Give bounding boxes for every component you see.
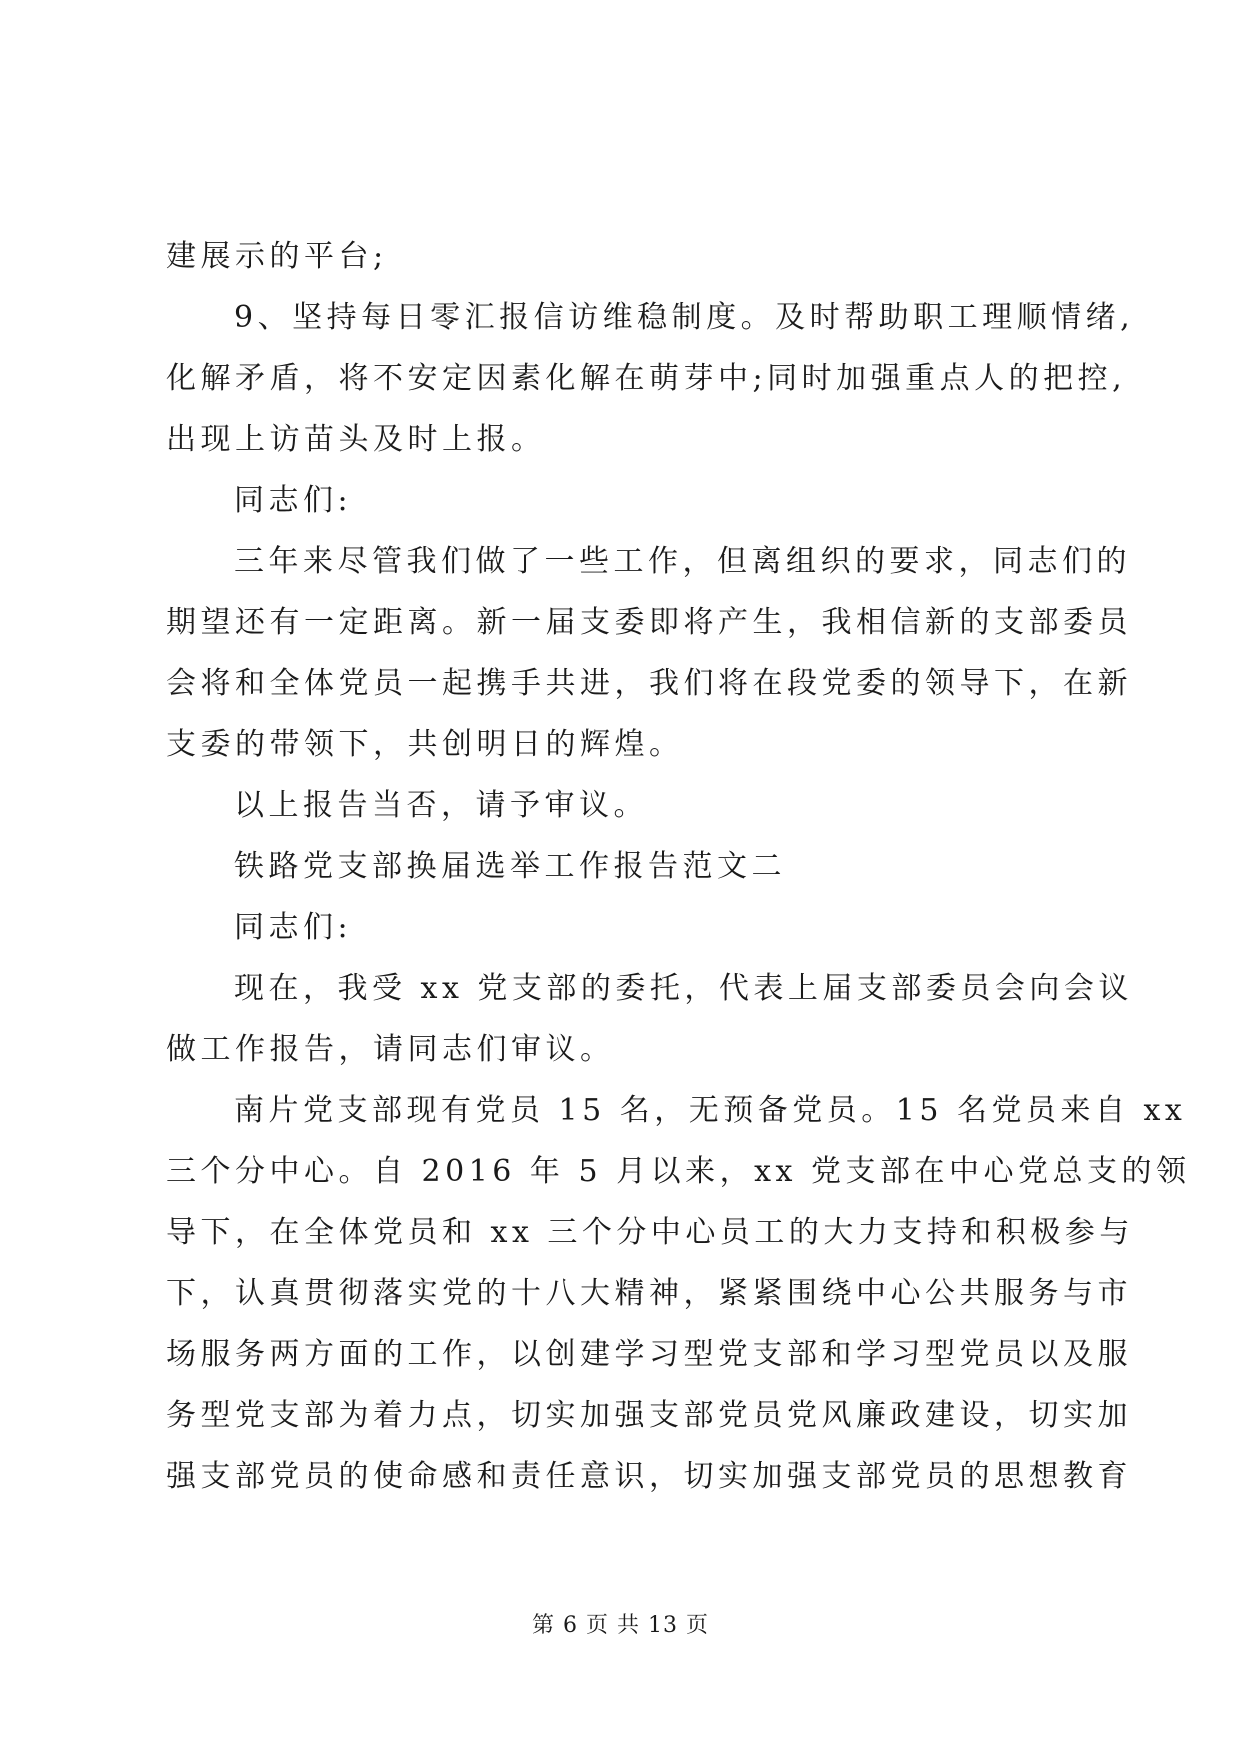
paragraph: [166, 226, 1086, 287]
text-line: 以上报告当否，请予审议。: [234, 788, 648, 823]
text-line: 同志们:: [234, 483, 353, 518]
text-line: 铁路党支部换届选举工作报告范文二: [234, 849, 786, 884]
text-line: 南片党支部现有党员 15 名，无预备党员。15 名党员来自 xx: [234, 1093, 1187, 1128]
text-line: 支委的带领下，共创明日的辉煌。: [166, 727, 684, 762]
text-line: 出现上访苗头及时上报。: [166, 422, 546, 457]
text-line: 下，认真贯彻落实党的十八大精神，紧紧围绕中心公共服务与市: [166, 1276, 1132, 1311]
text-line: 期望还有一定距离。新一届支委即将产生，我相信新的支部委员: [166, 605, 1132, 640]
section-title: [166, 836, 1086, 897]
text-line: 做工作报告，请同志们审议。: [166, 1032, 615, 1067]
text-line: 会将和全体党员一起携手共进，我们将在段党委的领导下，在新: [166, 666, 1132, 701]
paragraph: [166, 897, 1086, 958]
text-line: 同志们:: [234, 910, 353, 945]
document-body: [166, 226, 1191, 1507]
paragraph: [166, 470, 1086, 531]
text-line: 现在，我受 xx 党支部的委托，代表上届支部委员会向会议: [234, 971, 1133, 1006]
text-line: 三个分中心。自 2016 年 5 月以来，xx 党支部在中心党总支的领: [166, 1154, 1191, 1189]
text-line: 务型党支部为着力点，切实加强支部党员党风廉政建设，切实加: [166, 1398, 1132, 1433]
page-number-footer: 第 6 页 共 13 页: [532, 1613, 709, 1638]
paragraph: [166, 775, 1086, 836]
text-line: 导下，在全体党员和 xx 三个分中心员工的大力支持和积极参与: [166, 1215, 1134, 1250]
text-line: 化解矛盾，将不安定因素化解在萌芽中;同时加强重点人的把控,: [166, 361, 1127, 396]
paragraph: [166, 287, 1135, 470]
paragraph: [166, 958, 1133, 1080]
text-line: 场服务两方面的工作，以创建学习型党支部和学习型党员以及服: [166, 1337, 1132, 1372]
text-line: 三年来尽管我们做了一些工作，但离组织的要求，同志们的: [234, 544, 1131, 579]
paragraph: [166, 531, 1132, 775]
text-line: 9、坚持每日零汇报信访维稳制度。及时帮助职工理顺情绪,: [234, 300, 1135, 335]
text-line: 强支部党员的使命感和责任意识，切实加强支部党员的思想教育: [166, 1459, 1132, 1494]
paragraph: [166, 1080, 1191, 1507]
text-line: 建展示的平台;: [166, 239, 388, 274]
